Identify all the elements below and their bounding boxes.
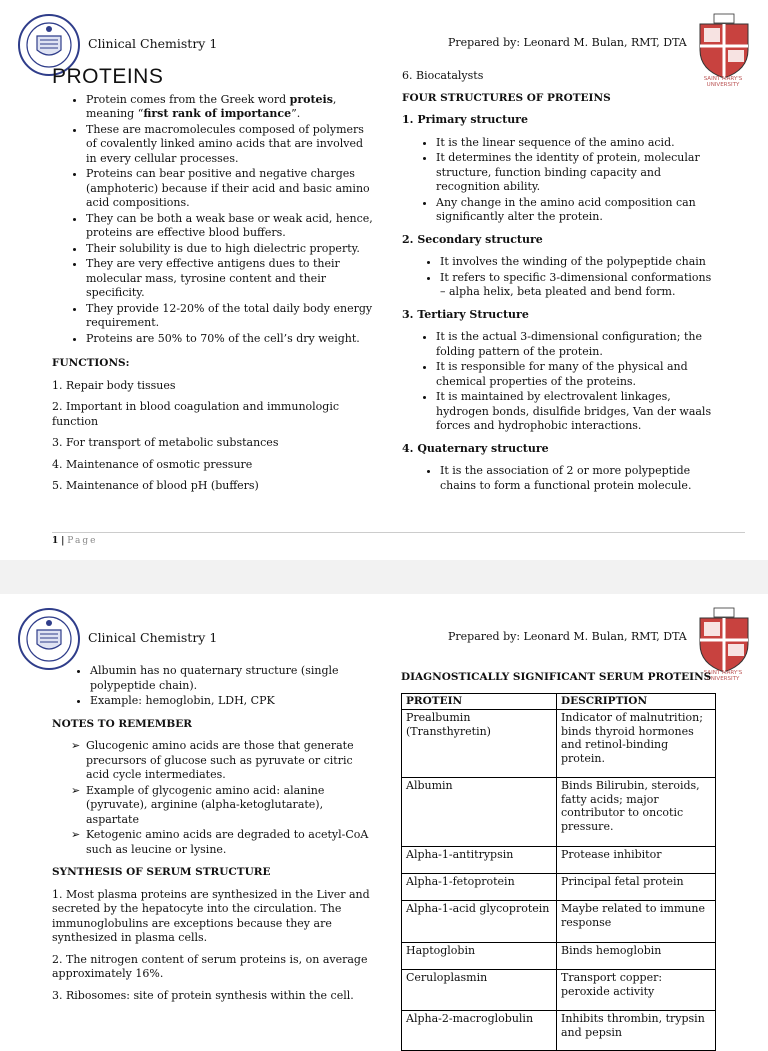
protein-cell: Albumin [402, 778, 557, 847]
page-2 [0, 594, 768, 1024]
secondary-list [402, 255, 720, 300]
right-column [402, 69, 720, 494]
page-gap [0, 560, 768, 594]
list-item: • They are very effective antigens dues to their molecular mass, tyrosine content and their specificity. [86, 257, 377, 301]
functions-heading: FUNCTIONS: [52, 356, 377, 371]
notes-list [52, 739, 370, 857]
serum-proteins-table [401, 693, 716, 1051]
arrow-icon: ➢ [71, 828, 80, 843]
table-row [402, 847, 716, 874]
left-column [52, 664, 370, 1010]
course-title: Clinical Chemistry 1 [88, 36, 217, 51]
list-item: ➢ Glucogenic amino acids are those that generate precursors of glucose such as pyruvate or citric acid cycle intermediates. [86, 739, 370, 783]
list-item: • These are macromolecules composed of polymers of covalently linked amino acids that are involved in every cellular processes. [86, 123, 377, 167]
list-item: • Protein comes from the Greek word proteis, meaning “first rank of importance”. [86, 93, 377, 122]
list-item: • They provide 12-20% of the total daily body energy requirement. [86, 302, 377, 331]
structures-heading: FOUR STRUCTURES OF PROTEINS [402, 91, 720, 106]
list-item: ➢ Ketogenic amino acids are degraded to acetyl-CoA such as leucine or lysine. [86, 828, 370, 857]
top-list [52, 664, 370, 709]
description-cell: Protease inhibitor [557, 847, 716, 874]
secondary-heading: 2. Secondary structure [402, 233, 720, 248]
university-name: SAINT MARY'S UNIVERSITY [692, 670, 754, 682]
page-number: 1 [52, 536, 58, 546]
description-cell: Binds Bilirubin, steroids, fatty acids; major contributor to oncotic pressure. [557, 778, 716, 847]
list-item: • It is maintained by electrovalent linkages, hydrogen bonds, disulfide bridges, Van der waals forces and hydrophobic interactions. [436, 390, 720, 434]
description-cell: Transport copper: peroxide activity [557, 970, 716, 1011]
list-item: • They can be both a weak base or weak acid, hence, proteins are effective blood buffers. [86, 212, 377, 241]
protein-cell: Haptoglobin [402, 943, 557, 970]
description-cell: Inhibits thrombin, trypsin and pepsin [557, 1011, 716, 1051]
left-column [52, 70, 377, 501]
protein-cell: Ceruloplasmin [402, 970, 557, 1011]
list-item: • Their solubility is due to high dielectric property. [86, 242, 377, 257]
table-row [402, 778, 716, 847]
description-cell: Principal fetal protein [557, 874, 716, 901]
column-header: PROTEIN [402, 693, 557, 710]
synthesis-item: 1. Most plasma proteins are synthesized in the Liver and secreted by the hepatocyte into the circulation. The immunoglobulins are exceptions because they are synthesized in plasma cells. [52, 888, 370, 946]
primary-list [402, 136, 720, 225]
protein-cell: Alpha-1-acid glycoprotein [402, 901, 557, 943]
university-seal-icon [18, 608, 80, 670]
list-item: ➢ Example of glycogenic amino acid: alanine (pyruvate), arginine (alpha-ketoglutarate), aspartate [86, 784, 370, 828]
list-item: • It is the association of 2 or more polypeptide chains to form a functional protein molecule. [440, 464, 720, 493]
page-header [0, 10, 768, 68]
function-item: 4. Maintenance of osmotic pressure [52, 458, 377, 473]
table-row [402, 874, 716, 901]
list-item: • Any change in the amino acid composition can significantly alter the protein. [436, 196, 720, 225]
table-heading: DIAGNOSTICALLY SIGNIFICANT SERUM PROTEINS [401, 670, 721, 685]
primary-heading: 1. Primary structure [402, 113, 720, 128]
protein-cell: Prealbumin (Transthyretin) [402, 710, 557, 778]
list-item: • It is the linear sequence of the amino acid. [436, 136, 720, 151]
description-cell: Binds hemoglobin [557, 943, 716, 970]
function-item: 6. Biocatalysts [402, 69, 720, 84]
prepared-by: Prepared by: Leonard M. Bulan, RMT, DTA [448, 36, 687, 49]
page-footer: 1 | Page [52, 532, 745, 546]
list-item: • It determines the identity of protein, molecular structure, function binding capacity and recognition ability. [436, 151, 720, 195]
description-cell: Maybe related to immune response [557, 901, 716, 943]
protein-cell: Alpha-1-antitrypsin [402, 847, 557, 874]
page-label: Page [67, 536, 97, 546]
list-item: • It is responsible for many of the physical and chemical properties of the proteins. [436, 360, 720, 389]
table-row [402, 943, 716, 970]
description-cell: Indicator of malnutrition; binds thyroid hormones and retinol-binding protein. [557, 710, 716, 778]
function-item: 1. Repair body tissues [52, 379, 377, 394]
table-row [402, 710, 716, 778]
table-row [402, 901, 716, 943]
quaternary-list [402, 464, 720, 493]
synthesis-heading: SYNTHESIS OF SERUM STRUCTURE [52, 865, 370, 880]
table-row [402, 970, 716, 1011]
list-item: • Proteins can bear positive and negative charges (amphoteric) because if their acid and basic amino acid compositions. [86, 167, 377, 211]
intro-list [52, 93, 377, 347]
list-item: • Example: hemoglobin, LDH, CPK [90, 694, 370, 709]
tertiary-list [402, 330, 720, 434]
list-item: • It refers to specific 3-dimensional conformations – alpha helix, beta pleated and bend form. [440, 271, 720, 300]
right-column [401, 664, 721, 1051]
page-title: PROTEINS [52, 70, 377, 85]
university-name: SAINT MARY'S UNIVERSITY [692, 76, 754, 88]
column-header: DESCRIPTION [557, 693, 716, 710]
prepared-by: Prepared by: Leonard M. Bulan, RMT, DTA [448, 630, 687, 643]
list-item: • It involves the winding of the polypeptide chain [440, 255, 720, 270]
protein-cell: Alpha-2-macroglobulin [402, 1011, 557, 1051]
arrow-icon: ➢ [71, 739, 80, 754]
function-item: 2. Important in blood coagulation and immunologic function [52, 400, 377, 429]
synthesis-item: 2. The nitrogen content of serum proteins is, on average approximately 16%. [52, 953, 370, 982]
table-row [402, 1011, 716, 1051]
page-header [0, 604, 768, 662]
function-item: 5. Maintenance of blood pH (buffers) [52, 479, 377, 494]
notes-heading: NOTES TO REMEMBER [52, 717, 370, 732]
quaternary-heading: 4. Quaternary structure [402, 442, 720, 457]
list-item: • It is the actual 3-dimensional configuration; the folding pattern of the protein. [436, 330, 720, 359]
list-item: • Albumin has no quaternary structure (single polypeptide chain). [90, 664, 370, 693]
protein-cell: Alpha-1-fetoprotein [402, 874, 557, 901]
function-item: 3. For transport of metabolic substances [52, 436, 377, 451]
synthesis-item: 3. Ribosomes: site of protein synthesis within the cell. [52, 989, 370, 1004]
table-header-row [402, 693, 716, 710]
arrow-icon: ➢ [71, 784, 80, 799]
course-title: Clinical Chemistry 1 [88, 630, 217, 645]
tertiary-heading: 3. Tertiary Structure [402, 308, 720, 323]
list-item: • Proteins are 50% to 70% of the cell’s dry weight. [86, 332, 377, 347]
